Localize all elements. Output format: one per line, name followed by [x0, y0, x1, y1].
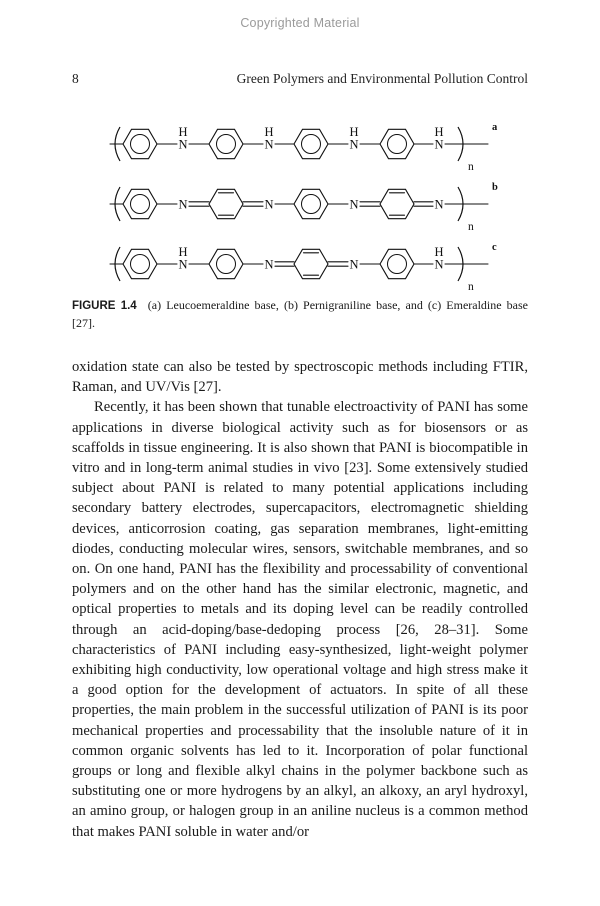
- aromatic-circle: [302, 135, 321, 154]
- structure-label: c: [492, 242, 497, 253]
- hydrogen-atom: H: [264, 125, 274, 139]
- copyright-watermark-top: Copyrighted Material: [240, 16, 360, 30]
- benzene-ring: [209, 249, 243, 278]
- nitrogen-atom: N: [178, 257, 188, 272]
- structure-label: b: [492, 182, 498, 193]
- body-text: [72, 357, 528, 842]
- paragraph: oxidation state can also be tested by spectroscopic methods including FTIR, Raman, and UV/Vis [27].: [72, 359, 528, 396]
- nitrogen-atom: N: [178, 137, 188, 152]
- benzene-ring: [123, 189, 157, 218]
- nitrogen-atom: N: [264, 197, 274, 212]
- repeat-count-n: n: [468, 281, 474, 293]
- nitrogen-atom: N: [434, 197, 444, 212]
- aromatic-circle: [131, 135, 150, 154]
- hydrogen-atom: H: [349, 125, 359, 139]
- aromatic-circle: [131, 195, 150, 214]
- nitrogen-atom: N: [264, 257, 274, 272]
- nitrogen-atom: N: [349, 197, 359, 212]
- quinoid-ring: [294, 249, 328, 278]
- repeat-count-n: n: [468, 221, 474, 233]
- hydrogen-atom: H: [434, 245, 444, 259]
- benzene-ring: [123, 249, 157, 278]
- aromatic-circle: [217, 135, 236, 154]
- nitrogen-atom: N: [434, 257, 444, 272]
- benzene-ring: [380, 129, 414, 158]
- hydrogen-atom: H: [178, 125, 188, 139]
- aromatic-circle: [131, 255, 150, 274]
- nitrogen-atom: N: [434, 137, 444, 152]
- figure-label: FIGURE 1.4: [72, 300, 137, 312]
- benzene-ring: [380, 249, 414, 278]
- benzene-ring: [123, 129, 157, 158]
- paragraph: Recently, it has been shown that tunable electroactivity of PANI has some applications in diverse biological activity such as for biosensors or as scaffolds in tissue engineering. It is also shown that PANI is biocompatible in vitro and in long-term animal studies in vivo [23]. Some extensively studied subject about PANI is related to many potential applications including secondary battery electrodes, supercapacitors, electromagnetic shielding devices, anticorrosion coating, gas separation membranes, light-emitting diodes, conducting molecular wires, sensors, switchable membranes, and so on. On one hand, PANI has the flexibility and processability of conventional polymers and on the other hand has the similar electronic, magnetic, and optical properties to metals and its doping level can be readily controlled through an acid-doping/base-dedoping process [26, 28–31]. Some characteristics of PANI including easy-synthesized, light-weight polymer exhibiting high conductivity, low operational voltage and high stress make it a good option for the development of actuators. In spite of all these properties, the main problem in the successful utilization of PANI is its poor mechanical properties and processability that the insoluble nature of it in common organic solvents has led to it. Incorporation of polar functional groups or long and flexible alkyl chains in the polymer backbone such as substituting one or more hydrogens by an alkyl, an alkoxy, an aryl hydroxyl, an amino group, or halogen group in an aniline nucleus is a common method that makes PANI soluble in water and/or: [72, 399, 528, 840]
- structure-label: a: [492, 122, 498, 133]
- figure-caption: [72, 297, 528, 332]
- figure-caption-text: (a) Leucoemeraldine base, (b) Pernigraniline base, and (c) Emeraldine base [27].: [72, 298, 528, 330]
- benzene-ring: [209, 129, 243, 158]
- running-header: [72, 71, 528, 89]
- nitrogen-atom: N: [178, 197, 188, 212]
- repeat-count-n: n: [468, 161, 474, 173]
- nitrogen-atom: N: [349, 137, 359, 152]
- aromatic-circle: [388, 255, 407, 274]
- hydrogen-atom: H: [178, 245, 188, 259]
- quinoid-ring: [209, 189, 243, 218]
- page-number: 8: [72, 71, 79, 86]
- quinoid-ring: [380, 189, 414, 218]
- nitrogen-atom: N: [264, 137, 274, 152]
- benzene-ring: [294, 129, 328, 158]
- aromatic-circle: [388, 135, 407, 154]
- hydrogen-atom: H: [434, 125, 444, 139]
- running-title: Green Polymers and Environmental Pollution Control: [236, 71, 528, 86]
- chemical-structure-figure: [100, 118, 520, 293]
- benzene-ring: [294, 189, 328, 218]
- aromatic-circle: [217, 255, 236, 274]
- nitrogen-atom: N: [349, 257, 359, 272]
- aromatic-circle: [302, 195, 321, 214]
